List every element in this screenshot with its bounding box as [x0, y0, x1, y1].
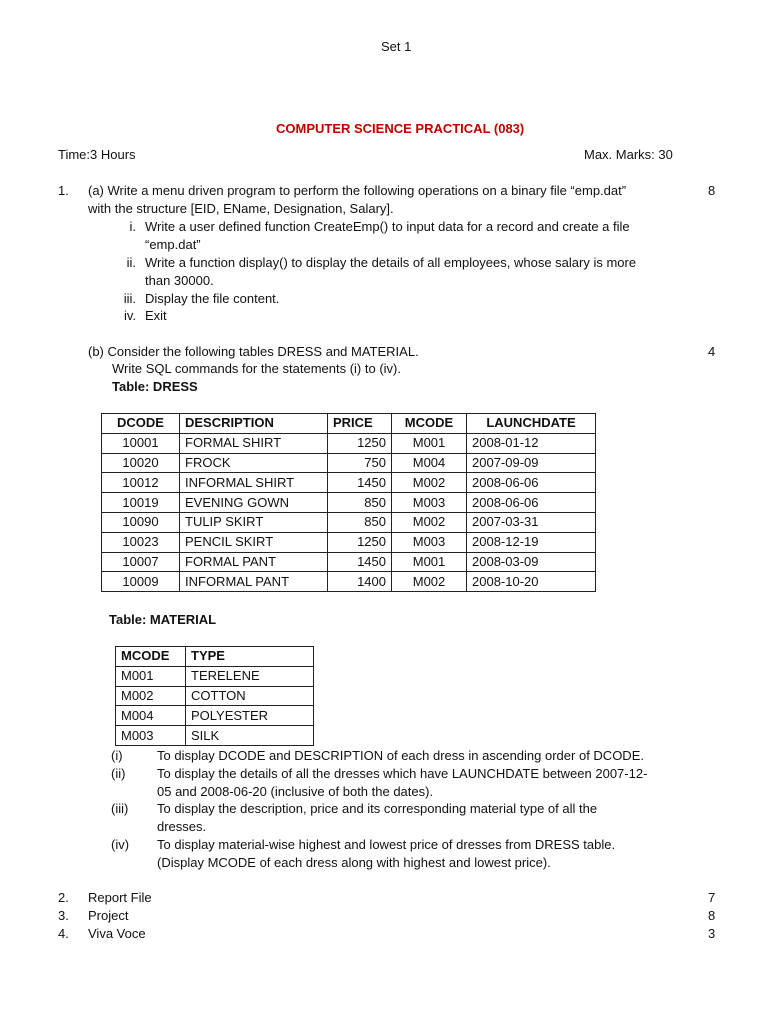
dress-table-caption: Table: DRESS	[112, 379, 198, 394]
sql-statement-text: To display material-wise highest and lowest price of dresses from DRESS table.	[157, 837, 616, 852]
sql-statement-num: (i)	[111, 748, 123, 763]
table-cell: 10001	[102, 433, 180, 453]
q1a-line2: with the structure [EID, EName, Designation, Salary].	[88, 201, 394, 216]
table-cell: TERELENE	[186, 666, 314, 686]
sql-statement-text: To display DCODE and DESCRIPTION of each dress in ascending order of DCODE.	[157, 748, 644, 763]
table-row	[102, 512, 596, 532]
table-row	[102, 552, 596, 572]
column-header: MCODE	[116, 647, 186, 667]
question-label: Project	[88, 908, 129, 923]
table-cell: 750	[328, 453, 392, 473]
question-marks: 7	[708, 890, 716, 905]
table-row	[102, 532, 596, 552]
question-marks: 3	[708, 926, 716, 941]
time-label: Time:3 Hours	[58, 147, 136, 162]
table-cell: 850	[328, 493, 392, 513]
column-header: LAUNCHDATE	[467, 414, 596, 434]
table-row	[102, 572, 596, 592]
q1a-item-text: than 30000.	[145, 273, 214, 288]
table-cell: 850	[328, 512, 392, 532]
table-row	[116, 726, 314, 746]
table-cell: 10012	[102, 473, 180, 493]
table-cell: M002	[392, 572, 467, 592]
table-cell: 10020	[102, 453, 180, 473]
table-cell: 10009	[102, 572, 180, 592]
table-cell: M003	[392, 493, 467, 513]
table-row	[102, 493, 596, 513]
table-cell: COTTON	[186, 686, 314, 706]
question-number: 2.	[58, 890, 69, 905]
table-cell: FORMAL SHIRT	[180, 433, 328, 453]
table-cell: 10090	[102, 512, 180, 532]
q1a-item-text: Write a user defined function CreateEmp() to input data for a record and create a file	[145, 219, 630, 234]
table-header-row	[102, 414, 596, 434]
q1b-line1: (b) Consider the following tables DRESS and MATERIAL.	[88, 344, 419, 359]
table-cell: POLYESTER	[186, 706, 314, 726]
table-cell: M004	[116, 706, 186, 726]
table-cell: M001	[392, 552, 467, 572]
dress-table	[101, 413, 596, 592]
max-marks-label: Max. Marks: 30	[584, 147, 673, 162]
q1-number: 1.	[58, 183, 69, 198]
table-cell: M002	[116, 686, 186, 706]
table-row	[102, 473, 596, 493]
table-cell: M002	[392, 512, 467, 532]
table-cell: INFORMAL SHIRT	[180, 473, 328, 493]
q1-marks: 8	[708, 183, 716, 198]
sql-statement-text: To display the details of all the dresses which have LAUNCHDATE between 2007-12-	[157, 766, 648, 781]
table-cell: FROCK	[180, 453, 328, 473]
question-marks: 8	[708, 908, 716, 923]
table-cell: M001	[392, 433, 467, 453]
sql-statement-text: To display the description, price and its corresponding material type of all the	[157, 801, 598, 816]
table-cell: M003	[392, 532, 467, 552]
table-cell: 10007	[102, 552, 180, 572]
set-label: Set 1	[381, 39, 412, 54]
table-cell: TULIP SKIRT	[180, 512, 328, 532]
table-cell: 1250	[328, 532, 392, 552]
table-cell: 10023	[102, 532, 180, 552]
table-cell: 10019	[102, 493, 180, 513]
q1a-item-num: ii.	[126, 255, 136, 270]
table-cell: 2008-03-09	[467, 552, 596, 572]
question-label: Viva Voce	[88, 926, 146, 941]
table-cell: M004	[392, 453, 467, 473]
q1b-line2: Write SQL commands for the statements (i) to (iv).	[112, 361, 401, 376]
table-cell: INFORMAL PANT	[180, 572, 328, 592]
table-row	[116, 686, 314, 706]
table-cell: EVENING GOWN	[180, 493, 328, 513]
column-header: TYPE	[186, 647, 314, 667]
table-row	[102, 433, 596, 453]
q1a-item-text: Display the file content.	[145, 291, 280, 306]
q1b-marks: 4	[708, 344, 716, 359]
table-cell: 1400	[328, 572, 392, 592]
column-header: DCODE	[102, 414, 180, 434]
table-cell: 2008-06-06	[467, 473, 596, 493]
sql-statement-text: dresses.	[157, 819, 207, 834]
q1a-item-num: i.	[129, 219, 136, 234]
column-header: MCODE	[392, 414, 467, 434]
table-cell: FORMAL PANT	[180, 552, 328, 572]
sql-statement-num: (iii)	[111, 801, 129, 816]
material-table-caption: Table: MATERIAL	[109, 612, 217, 627]
question-number: 3.	[58, 908, 69, 923]
sql-statement-text: (Display MCODE of each dress along with highest and lowest price).	[157, 855, 551, 870]
table-cell: 2008-01-12	[467, 433, 596, 453]
column-header: DESCRIPTION	[180, 414, 328, 434]
q1a-item-text: “emp.dat”	[145, 237, 201, 252]
table-cell: 2007-03-31	[467, 512, 596, 532]
sql-statement-text: 05 and 2008-06-20 (inclusive of both the dates).	[157, 784, 434, 799]
table-cell: M001	[116, 666, 186, 686]
material-table	[115, 646, 314, 746]
q1a-item-text: Write a function display() to display the details of all employees, whose salary is more	[145, 255, 637, 270]
table-cell: SILK	[186, 726, 314, 746]
column-header: PRICE	[328, 414, 392, 434]
question-label: Report File	[88, 890, 152, 905]
table-row	[102, 453, 596, 473]
table-cell: 1450	[328, 552, 392, 572]
table-cell: 2007-09-09	[467, 453, 596, 473]
table-cell: M002	[392, 473, 467, 493]
sql-statement-num: (iv)	[111, 837, 130, 852]
table-row	[116, 666, 314, 686]
table-cell: 1450	[328, 473, 392, 493]
table-cell: 2008-06-06	[467, 493, 596, 513]
q1a-item-text: Exit	[145, 308, 167, 323]
q1a-line1: (a) Write a menu driven program to perform the following operations on a binary file “emp.dat”	[88, 183, 627, 198]
q1a-item-num: iii.	[123, 291, 136, 306]
sql-statement-num: (ii)	[111, 766, 126, 781]
table-cell: M003	[116, 726, 186, 746]
table-cell: 2008-10-20	[467, 572, 596, 592]
table-cell: PENCIL SKIRT	[180, 532, 328, 552]
table-row	[116, 706, 314, 726]
table-cell: 1250	[328, 433, 392, 453]
table-cell: 2008-12-19	[467, 532, 596, 552]
page-title: COMPUTER SCIENCE PRACTICAL (083)	[276, 121, 525, 136]
q1a-item-num: iv.	[123, 308, 136, 323]
table-header-row	[116, 647, 314, 667]
question-number: 4.	[58, 926, 69, 941]
